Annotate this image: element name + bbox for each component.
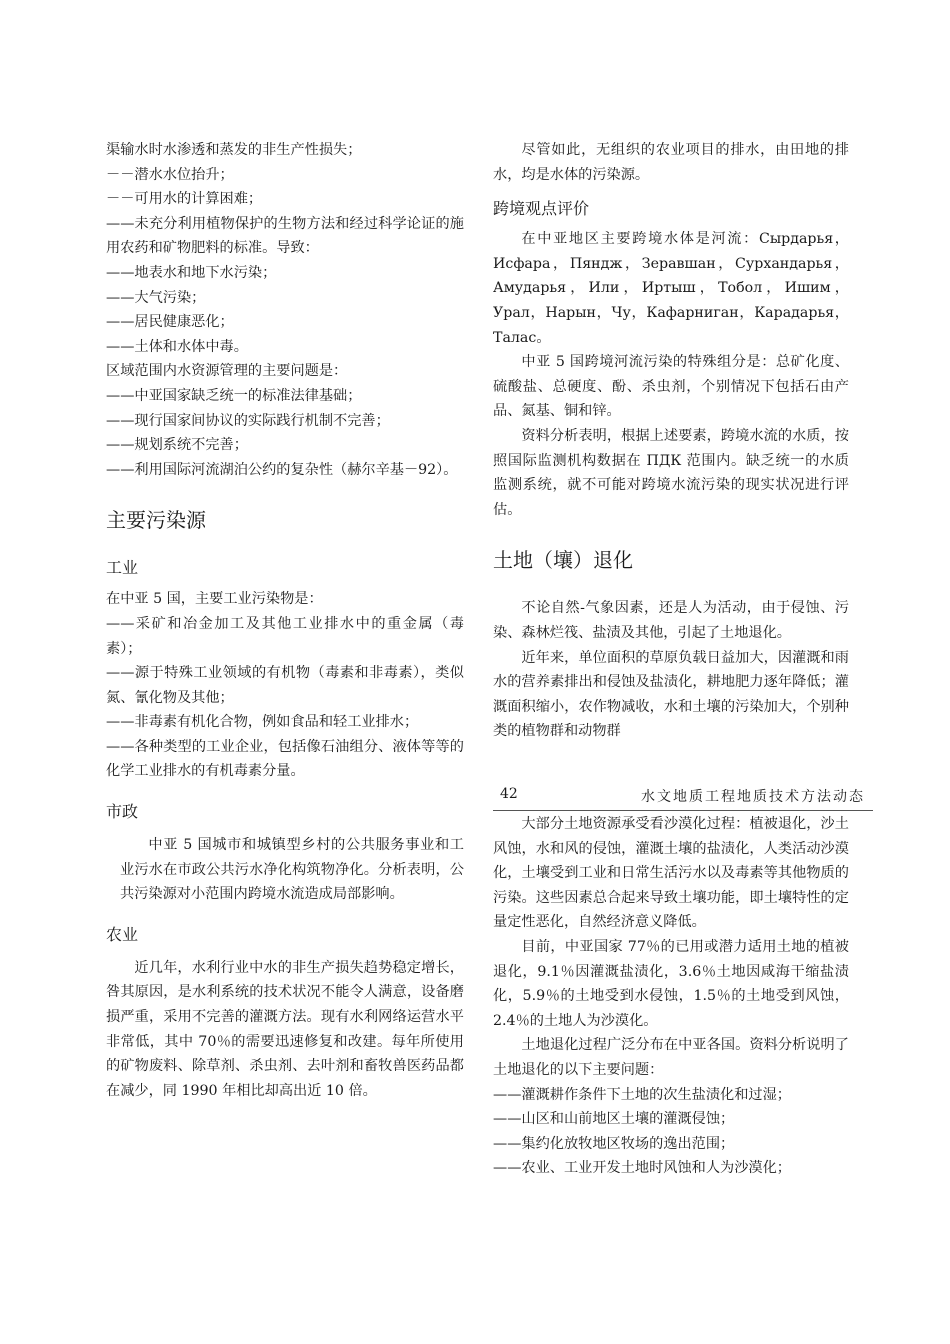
- problem-line: ——集约化放牧地区牧场的逸出范围；: [493, 1135, 735, 1152]
- problem-line: ——灌溉耕作条件下土地的次生盐渍化和过湿；: [493, 1086, 791, 1103]
- intro-line: ——地表水和地下水污染；: [106, 264, 277, 281]
- cross-border-paragraph: 资料分析表明，根据上述要素，跨境水流的水质，按照国际监测机构数据在 ПДК 范围内。缺乏统一的水质监测系统，就不可能对跨境水流污染的现实状况进行评估。: [493, 427, 849, 518]
- cross-border-paragraph: 中亚 5 国跨境河流污染的特殊组分是：总矿化度、硫酸盐、总硬度、酚、杀虫剂，个别情况下包括石由产品、氮基、铜和锌。: [493, 354, 849, 420]
- industry-line: ——非毒素有机化合物，例如食品和轻工业排水；: [106, 714, 419, 731]
- agriculture-paragraph: 近几年，水利行业中水的非生产损失趋势稳定增长，咎其原因，是水利系统的技术状况不能令人满意，设备磨损严重，采用不完善的灌溉方法。现有水利网络运营水平非常低，其中 70％的需要迅速修复和改建。每年所使用的矿物废料、除草剂、杀虫剂、去叶剂和畜牧兽医药品都在减少，同 1990 年相比却高出近 10 倍。: [106, 959, 464, 1099]
- subsection-title-cross-border: 跨境观点评价: [493, 199, 590, 219]
- industry-line: ——采矿和冶金加工及其他工业排水中的重金属（毒素）；: [106, 615, 464, 657]
- subsection-title-agriculture: 农业: [106, 924, 139, 944]
- intro-line: ——现行国家间协议的实际践行机制不完善；: [106, 412, 390, 429]
- municipal-paragraph: 中亚 5 国城市和城镇型乡村的公共服务事业和工业污水在市政公共污水净化构筑物净化。分析表明，公共污染源对小范围内跨境水流造成局部影响。: [120, 837, 464, 903]
- land-paragraph: 不论自然-气象因素，还是人为活动，由于侵蚀、污染、森林烂筏、盐渍及其他，引起了土地退化。: [493, 600, 849, 641]
- page-number: 42: [500, 786, 518, 802]
- intro-line: ——居民健康恶化；: [106, 314, 234, 331]
- cross-border-text: [493, 227, 849, 522]
- land-paragraph: 大部分土地资源承受看沙漠化过程：植被退化，沙土风蚀，水和风的侵蚀，灌溉土壤的盐渍化，人类活动沙漠化，土壤受到工业和日常生活污水以及毒素等其他物质的污染。这些因素总合起来导致土壤功能，即土壤特性的定量定性恶化，自然经济意义降低。: [493, 816, 849, 931]
- drainage-paragraph: 尽管如此，无组织的农业项目的排水，由田地的排水，均是水体的污染源。: [493, 142, 849, 183]
- intro-line: 区域范围内水资源管理的主要问题是：: [106, 363, 348, 380]
- cross-border-paragraph: 在中亚地区主要跨境水体是河流：Сырдарья，Исфара，Пяндж，Зеравшан，Сурхандарья，Амударья，Или，Иртыш，Тобол，Ишим，Урал，Нарын，Чу，Кафарниган，Карадарья，Талас。: [493, 231, 849, 346]
- industry-line: ——各种类型的工业企业，包括像石油组分、液体等等的化学工业排水的有机毒素分量。: [106, 738, 464, 780]
- journal-title: 水文地质工程地质技术方法动态: [641, 789, 865, 805]
- land-degradation-text: [493, 596, 849, 744]
- land-paragraph: 目前，中亚国家 77％的已用或潜力适用土地的植被退化，9.1％因灌溉盐渍化，3.6％土地因咸海干缩盐渍化，5.9％的土地受到水侵蚀，1.5％的土地受到风蚀，2.4％的土地人为沙漠化。: [493, 938, 849, 1029]
- intro-line: ——利用国际河流湖泊公约的复杂性（赫尔辛基－92）。: [106, 461, 458, 478]
- intro-line: ——中亚国家缺乏统一的标准法律基础；: [106, 387, 362, 404]
- right-column-upper: [493, 138, 849, 744]
- section-title-pollution-sources: 主要污染源: [106, 508, 206, 533]
- land-paragraph: 土地退化过程广泛分布在中亚各国。资料分析说明了土地退化的以下主要问题：: [493, 1037, 849, 1078]
- intro-line: ——大气污染；: [106, 289, 206, 306]
- industry-line: ——源于特殊工业领域的有机物（毒素和非毒素），类似氮、氰化物及其他；: [106, 665, 464, 706]
- subsection-title-industry: 工业: [106, 558, 139, 578]
- problem-line: ——农业、工业开发土地时风蚀和人为沙漠化；: [493, 1160, 791, 1177]
- intro-line: ——土体和水体中毒。: [106, 338, 248, 355]
- page-footer: [493, 786, 873, 811]
- land-paragraph: 近年来，单位面积的草原负载日益加大，因灌溉和雨水的营养素排出和侵蚀及盐渍化，耕地肥力逐年降低；灌溉面积缩小，农作物减收，水和土壤的污染加大，个别种类的植物群和动物群: [493, 649, 849, 740]
- intro-line: －－可用水的计算困难；: [106, 191, 263, 208]
- intro-line: ——未充分利用植物保护的生物方法和经过科学论证的施用农药和矿物肥料的标准。导致：: [106, 215, 464, 257]
- left-column: [106, 138, 464, 1103]
- intro-line: －－潜水水位抬升；: [106, 166, 234, 183]
- industry-list: [106, 587, 464, 784]
- section-title-land-degradation: 土地（壤）退化: [493, 548, 633, 573]
- intro-line: 渠输水时水渗透和蒸发的非生产性损失；: [106, 142, 362, 158]
- problem-line: ——山区和山前地区土壤的灌溉侵蚀；: [493, 1111, 735, 1128]
- industry-line: 在中亚 5 国，主要工业污染物是：: [106, 591, 323, 608]
- intro-line: ——规划系统不完善；: [106, 437, 248, 454]
- subsection-title-municipal: 市政: [106, 802, 139, 822]
- right-column-lower: [493, 812, 849, 1181]
